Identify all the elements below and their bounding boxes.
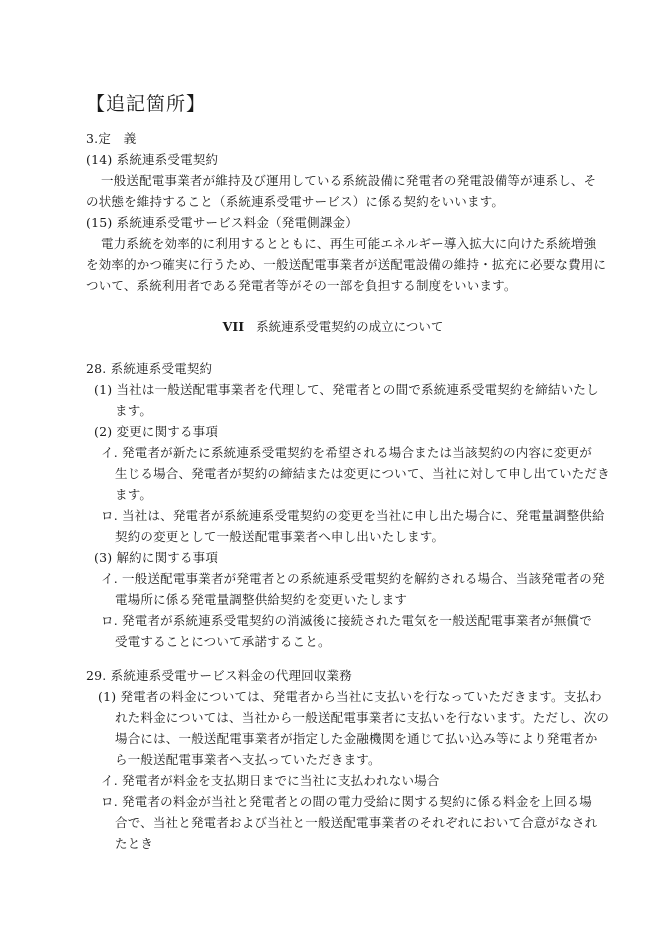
section-number: VII — [222, 319, 245, 334]
article29-p1-ro-line: ロ. 発電者の料金が当社と発電者との間の電力受給に関する契約に係る料金を上回る場 — [101, 794, 592, 809]
item14-body-line: の状態を維持すること（系統連系受電サービス）に係る契約をいいます。 — [86, 194, 505, 209]
article28-p3-ro-line: ロ. 発電者が系統連系受電契約の消滅後に接続された電気を一般送配電事業者が無償で — [101, 613, 592, 628]
article28-p2-title: (2) 変更に関する事項 — [94, 424, 219, 439]
item15-label: (15) 系統連系受電サービス料金（発電側課金） — [86, 215, 358, 230]
article28-p2-i-line: イ. 発電者が新たに系統連系受電契約を希望される場合または当該契約の内容に変更が — [101, 445, 592, 460]
definitions-title: 3.定 義 — [86, 131, 137, 146]
page-heading: 【追記箇所】 — [86, 93, 207, 115]
article29-p1-line: (1) 発電者の料金については、発電者から当社に支払いを行なっていただきます。支払わ — [98, 689, 602, 704]
section-title-text: 系統連系受電契約の成立について — [256, 319, 444, 334]
article29-p1-i: イ. 発電者が料金を支払期日までに当社に支払われない場合 — [101, 773, 440, 788]
item14-body-line: 一般送配電事業者が維持及び運用している系統設備に発電者の発電設備等が連系し、そ — [101, 173, 597, 188]
article28-p2-ro-line: ロ. 当社は、発電者が系統連系受電契約の変更を当社に申し出た場合に、発電量調整供給 — [101, 508, 605, 523]
article29-p1-ro-line: 合で、当社と発電者および当社と一般送配電事業者のそれぞれにおいて合意がなされ — [115, 815, 598, 830]
item15-body-line: ついて、系統利用者である発電者等がその一部を負担する制度をいいます。 — [86, 278, 517, 293]
item15-body-line: を効率的かつ確実に行うため、一般送配電事業者が送配電設備の維持・拡充に必要な費用に — [86, 257, 607, 272]
article29-p1-ro-line: たとき — [115, 836, 154, 851]
item14-label: (14) 系統連系受電契約 — [86, 152, 219, 167]
article28-title: 28. 系統連系受電契約 — [86, 361, 213, 376]
article28-p3-title: (3) 解約に関する事項 — [94, 550, 219, 565]
article29-p1-line: れた料金については、当社から一般送配電事業者に支払いを行ないます。ただし、次の — [115, 710, 610, 725]
article29-p1-line: ら一般送配電事業者へ支払っていただきます。 — [115, 752, 381, 767]
article28-p3-ro-line: 受電することについて承諾すること。 — [115, 634, 331, 649]
section-title — [0, 319, 666, 335]
article28-p1-line: ます。 — [115, 403, 153, 418]
item15-body-line: 電力系統を効率的に利用するとともに、再生可能エネルギー導入拡大に向けた系統増強 — [101, 236, 597, 251]
article29-title: 29. 系統連系受電サービス料金の代理回収業務 — [86, 668, 352, 683]
article29-p1-line: 場合には、一般送配電事業者が指定した金融機関を通じて払い込み等により発電者か — [115, 731, 598, 746]
article28-p2-i-line: 生じる場合、発電者が契約の締結または変更について、当社に対して申し出ていただき — [115, 466, 610, 481]
article28-p2-ro-line: 契約の変更として一般送配電事業者へ申し出いたします。 — [115, 529, 445, 544]
article28-p3-i-line: 電場所に係る発電量調整供給契約を変更いたします — [115, 592, 408, 607]
article28-p2-i-line: ます。 — [115, 487, 153, 502]
article28-p1-line: (1) 当社は一般送配電事業者を代理して、発電者との間で系統連系受電契約を締結いたし — [94, 382, 599, 397]
article28-p3-i-line: イ. 一般送配電事業者が発電者との系統連系受電契約を解約される場合、当該発電者の発 — [101, 571, 605, 586]
